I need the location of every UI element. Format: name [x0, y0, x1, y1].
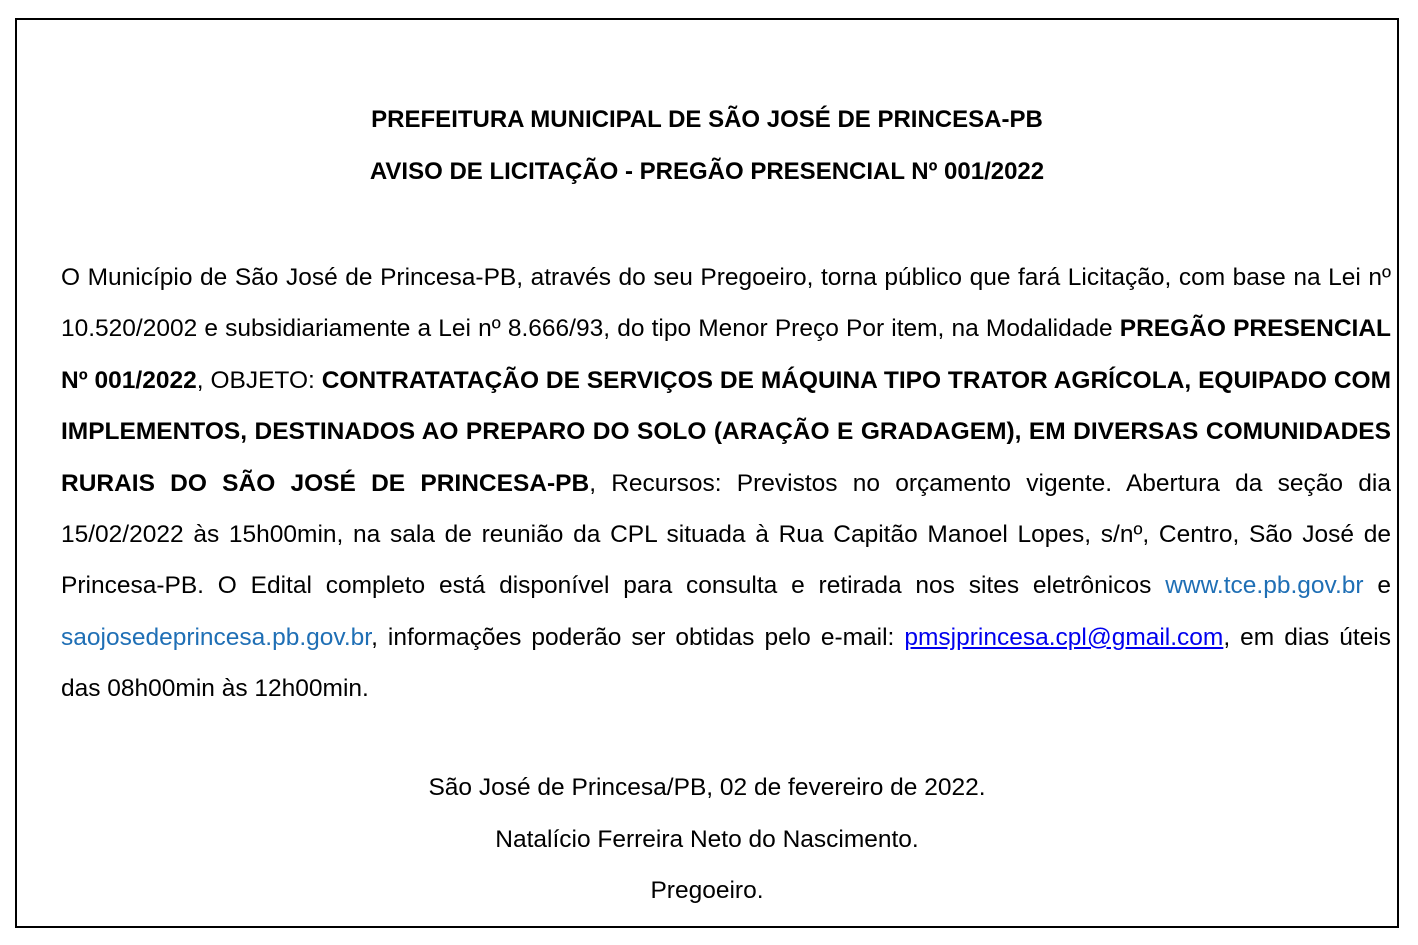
email-link[interactable]: pmsjprincesa.cpl@gmail.com [904, 623, 1224, 651]
objeto-text: CONTRATATAÇÃO DE SERVIÇOS DE MÁQUINA TIPO TRATOR AGRÍCOLA, EQUIPADO COM IMPLEMENTOS, DESTINADOS AO PREPARO DO SOLO (ARAÇÃO E GRADAGEM), EM DIVERSAS COMUNIDADES RURAIS DO SÃO JOSÉ DE PRINCESA-PB [61, 366, 1392, 497]
connector-text: e [1363, 572, 1412, 600]
info-text: , informações poderão ser obtidas pelo e-mail: [371, 623, 905, 651]
notice-body [61, 252, 1412, 715]
place-date: São José de Princesa/PB, 02 de fevereiro de 2022. [428, 774, 986, 801]
signer-name: Natalício Ferreira Neto do Nascimento. [495, 826, 919, 853]
header-title: PREFEITURA MUNICIPAL DE SÃO JOSÉ DE PRINCESA-PB [371, 106, 1043, 133]
notice-frame [15, 18, 1412, 928]
site-link-tce[interactable]: www.tce.pb.gov.br [1165, 572, 1364, 600]
intro-text: O Município de São José de Princesa-PB, através do seu Pregoeiro, torna público que fará Licitação, com base na Lei nº 10.520/2002 e subsidiariamente a Lei nº 8.666/93, do tipo Menor Preço Por item, na Modalidade [61, 264, 1391, 343]
modalidade-text: PREGÃO PRESENCIAL Nº 001/2022 [61, 315, 1391, 394]
horario-text: , em dias úteis das 08h00min às 12h00min. [61, 623, 1391, 703]
recursos-text: , Recursos: Previstos no orçamento vigente. Abertura da seção dia 15/02/2022 às 15h00min, na sala de reunião da CPL situada à Rua Capitão Manoel Lopes, s/nº, Centro, São José de Princesa-PB. O Edital completo está disponível para consulta e retirada nos sites eletrônicos [61, 469, 1391, 600]
site-link-prefeitura[interactable]: saojosedeprincesa.pb.gov.br [61, 623, 372, 651]
signer-role: Pregoeiro. [650, 877, 764, 904]
objeto-label: , OBJETO: [196, 366, 322, 394]
header-subtitle: AVISO DE LICITAÇÃO - PREGÃO PRESENCIAL Nº 001/2022 [369, 158, 1045, 185]
